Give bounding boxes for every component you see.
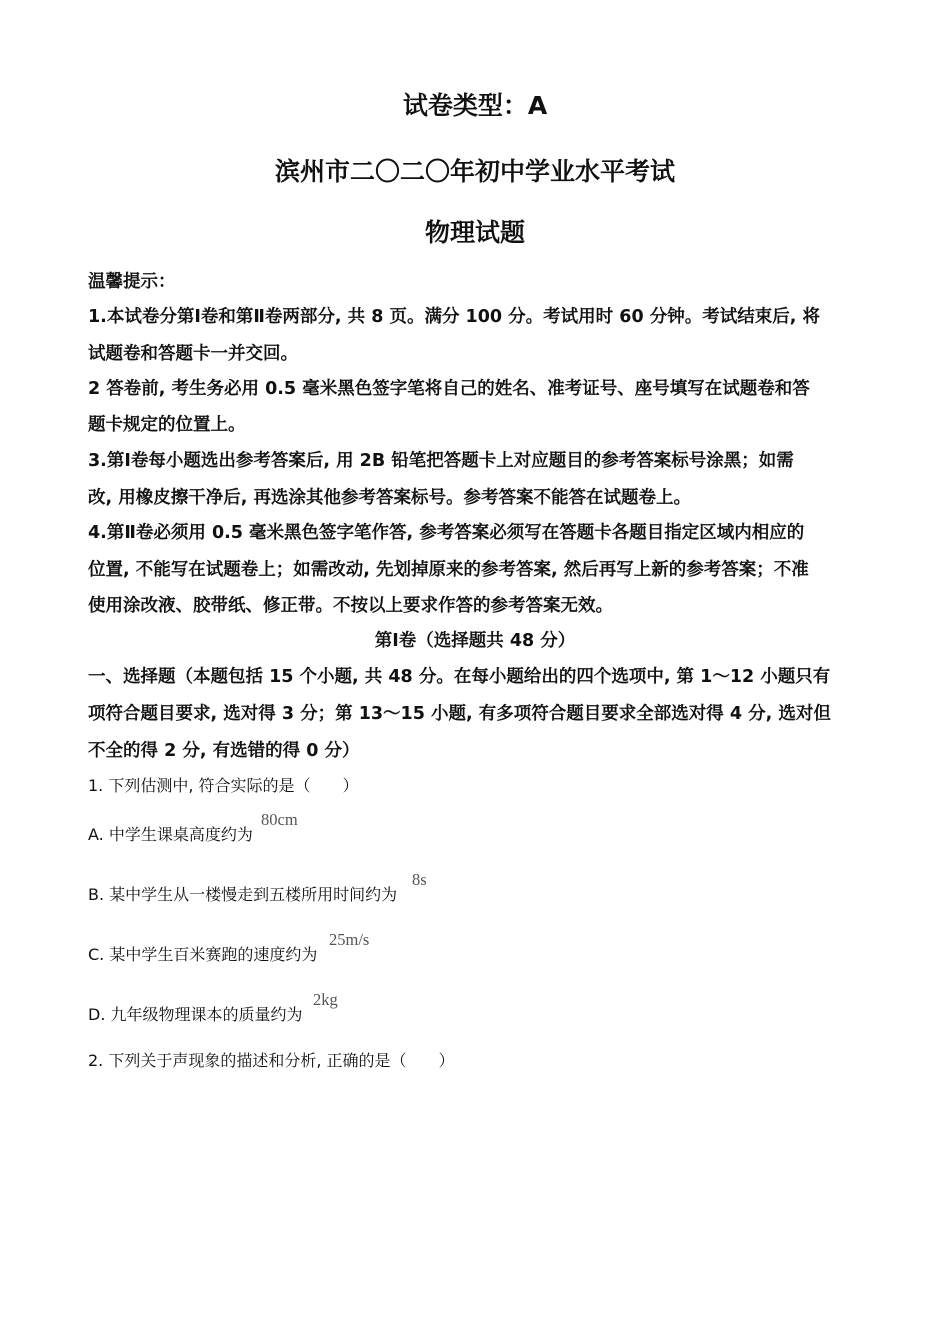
option-text: C. 某中学生百米赛跑的速度约为 (88, 945, 318, 964)
option-text: B. 某中学生从一楼慢走到五楼所用时间约为 (88, 885, 398, 904)
option-d (88, 990, 338, 1025)
notice-line: 位置, 不能写在试题卷上；如需改动, 先划掉原来的参考答案, 然后再写上新的参考答案；不准 (88, 560, 809, 580)
notice-line: 4.第Ⅱ卷必须用 0.5 毫米黑色签字笔作答, 参考答案必须写在答题卡各题目指定区域内相应的 (88, 523, 805, 543)
section-title: 第Ⅰ卷（选择题共 48 分） (374, 631, 576, 651)
question-stem: 2. 下列关于声现象的描述和分析, 正确的是（ ） (88, 1051, 455, 1070)
option-value: 2kg (313, 990, 338, 1009)
question-stem: 1. 下列估测中, 符合实际的是（ ） (88, 776, 359, 795)
option-value: 80cm (261, 810, 298, 829)
option-b (88, 870, 427, 905)
notice-line: 使用涂改液、胶带纸、修正带。不按以上要求作答的参考答案无效。 (88, 596, 613, 616)
option-text: A. 中学生课桌高度约为 (88, 825, 253, 844)
option-c (88, 930, 370, 965)
section-instructions: 不全的得 2 分, 有选错的得 0 分） (88, 741, 360, 761)
notice-line: 试题卷和答题卡一并交回。 (88, 344, 298, 364)
notice-line: 3.第Ⅰ卷每小题选出参考答案后, 用 2B 铅笔把答题卡上对应题目的参考答案标号涂黑；如需 (88, 451, 794, 471)
notice-line: 1.本试卷分第Ⅰ卷和第Ⅱ卷两部分, 共 8 页。满分 100 分。考试用时 60 分钟。考试结束后, 将 (88, 307, 820, 327)
option-a (88, 810, 298, 845)
option-value: 25m/s (329, 930, 370, 949)
subject-title: 物理试题 (424, 218, 525, 247)
notice-line: 题卡规定的位置上。 (88, 415, 246, 435)
notice-line: 改, 用橡皮擦干净后, 再选涂其他参考答案标号。参考答案不能答在试题卷上。 (88, 488, 691, 508)
section-instructions: 一、选择题（本题包括 15 个小题, 共 48 分。在每小题给出的四个选项中, 第 1～12 小题只有 (88, 667, 831, 687)
notice-heading: 温馨提示： (88, 272, 176, 292)
exam-title: 滨州市二〇二〇年初中学业水平考试 (274, 157, 675, 186)
paper-type: 试卷类型：A (402, 91, 548, 120)
section-instructions: 项符合题目要求, 选对得 3 分；第 13～15 小题, 有多项符合题目要求全部选对得 4 分, 选对但 (88, 704, 831, 724)
option-value: 8s (412, 870, 427, 889)
option-text: D. 九年级物理课本的质量约为 (88, 1005, 303, 1024)
notice-line: 2 答卷前, 考生务必用 0.5 毫米黑色签字笔将自己的姓名、准考证号、座号填写在试题卷和答 (88, 379, 810, 399)
